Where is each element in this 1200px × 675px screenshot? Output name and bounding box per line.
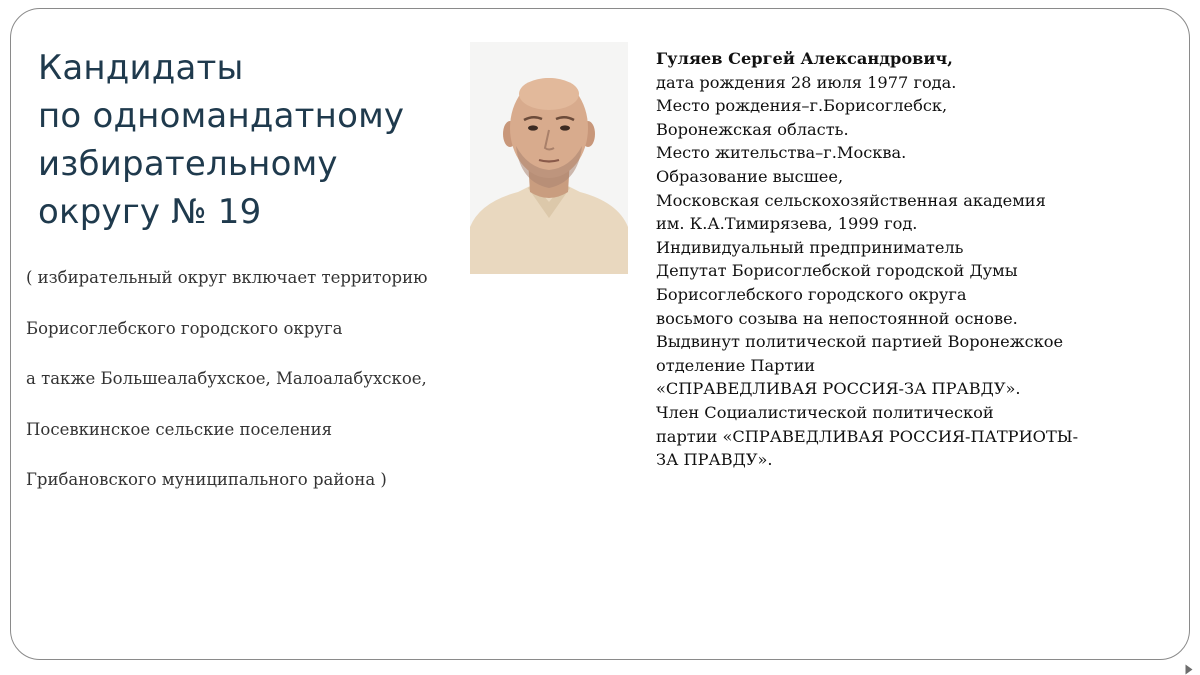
candidate-photo: [470, 42, 628, 274]
bio-line: Московская сельскохозяйственная академия: [656, 190, 1046, 210]
candidate-name: Гуляев Сергей Александрович,: [656, 49, 953, 68]
bio-line: Борисоглебского городского округа: [656, 284, 967, 304]
bio-line: Воронежская область.: [656, 119, 849, 139]
bio-line: «СПРАВЕДЛИВАЯ РОССИЯ-ЗА ПРАВДУ».: [656, 379, 1021, 399]
candidate-bio: [656, 47, 1176, 472]
title-line: Кандидаты: [38, 48, 244, 88]
district-line: Борисоглебского городского округа: [26, 318, 343, 338]
bio-line: дата рождения 28 июля 1977 года.: [656, 72, 957, 92]
bio-line: Индивидуальный предприниматель: [656, 237, 964, 257]
candidate-portrait-icon: [470, 42, 628, 274]
district-description: [26, 266, 476, 519]
title-line: избирательному: [38, 144, 338, 184]
title-line: по одномандатному: [38, 96, 405, 136]
bio-line: Депутат Борисоглебской городской Думы: [656, 261, 1018, 281]
district-line: а также Большеалабухское, Малоалабухское,: [26, 369, 427, 388]
bio-line: партии «СПРАВЕДЛИВАЯ РОССИЯ-ПАТРИОТЫ-: [656, 426, 1079, 446]
district-line: Посевкинское сельские поселения: [26, 419, 333, 439]
title-line: округу № 19: [38, 192, 262, 232]
bio-line: ЗА ПРАВДУ».: [656, 450, 773, 470]
district-line: ( избирательный округ включает территорию: [26, 268, 428, 287]
bio-line: отделение Партии: [656, 355, 816, 375]
bio-line: Член Социалистической политической: [656, 402, 994, 422]
bio-line: Выдвинут политической партией Воронежское: [656, 332, 1064, 352]
bio-line: им. К.А.Тимирязева, 1999 год.: [656, 214, 918, 234]
bio-line: Место жительства–г.Москва.: [656, 143, 907, 163]
district-line: Грибановского муниципального района ): [26, 470, 387, 489]
bio-line: Место рождения–г.Борисоглебск,: [656, 96, 948, 116]
corner-arrow-icon: [1186, 665, 1193, 675]
bio-line: восьмого созыва на непостоянной основе.: [656, 308, 1018, 328]
bio-line: Образование высшее,: [656, 166, 844, 186]
slide-title: [38, 44, 468, 236]
